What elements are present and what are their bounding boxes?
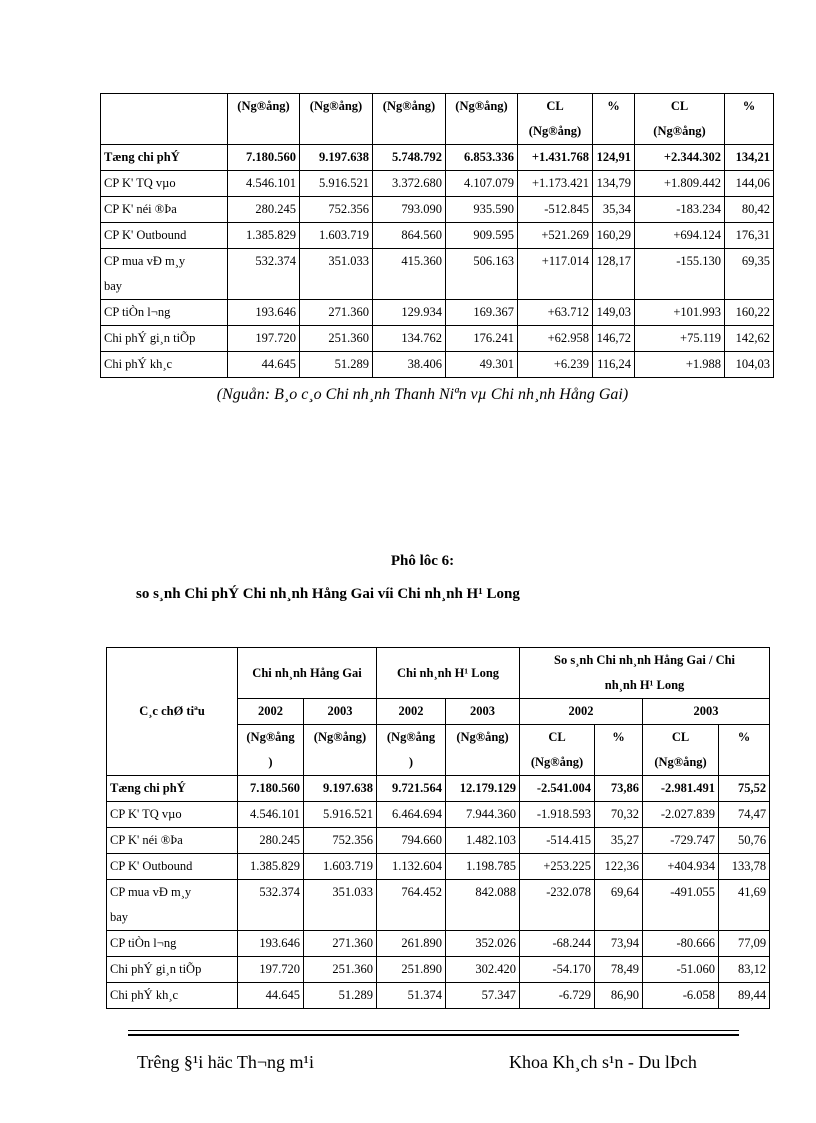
row-label: CP K' néi ®Þa [107, 828, 238, 854]
cell: 4.107.079 [446, 171, 518, 197]
cell: 74,47 [719, 802, 770, 828]
cell: 89,44 [719, 983, 770, 1009]
cell: 51.289 [300, 352, 373, 378]
cell: -183.234 [635, 197, 725, 223]
cell: 104,03 [725, 352, 774, 378]
cell: 35,27 [595, 828, 643, 854]
cell: 4.546.101 [238, 802, 304, 828]
cell: 124,91 [593, 145, 635, 171]
row-label: CP tiÒn l¬ng [101, 300, 228, 326]
cell: 69,64 [595, 880, 643, 931]
cell: 169.367 [446, 300, 518, 326]
row-label-line2: bay [104, 279, 123, 293]
row-label: Chi phÝ gi¸n tiÕp [101, 326, 228, 352]
cell: -512.845 [518, 197, 593, 223]
row-label: Tæng chi phÝ [107, 776, 238, 802]
cell: 261.890 [377, 931, 446, 957]
table-row [101, 249, 774, 300]
cell: 251.360 [304, 957, 377, 983]
cell: 251.890 [377, 957, 446, 983]
cell: 1.482.103 [446, 828, 520, 854]
row-label: CP K' Outbound [107, 854, 238, 880]
cl-label: CL [670, 99, 689, 113]
table-row [107, 931, 770, 957]
cell: 144,06 [725, 171, 774, 197]
table-row [101, 223, 774, 249]
cell: 78,49 [595, 957, 643, 983]
cell: 3.372.680 [373, 171, 446, 197]
header-unit: (Ng®ång) [304, 725, 377, 776]
cl-unit: (Ng®ång) [653, 124, 706, 138]
cell: 69,35 [725, 249, 774, 300]
row-label: CP K' néi ®Þa [101, 197, 228, 223]
cell: +1.173.421 [518, 171, 593, 197]
cell: 197.720 [238, 957, 304, 983]
cell: 1.603.719 [300, 223, 373, 249]
cell: -232.078 [520, 880, 595, 931]
cell: +6.239 [518, 352, 593, 378]
cell: -514.415 [520, 828, 595, 854]
cell: 1.603.719 [304, 854, 377, 880]
table-row [107, 828, 770, 854]
cost-table-hong-gai-thanh-nien [100, 93, 774, 378]
cell: -80.666 [643, 931, 719, 957]
cell: 794.660 [377, 828, 446, 854]
row-label-line2: bay [110, 910, 129, 924]
unit-line2: ) [268, 755, 273, 769]
row-label: Tæng chi phÝ [101, 145, 228, 171]
cell: 134.762 [373, 326, 446, 352]
cell: 909.595 [446, 223, 518, 249]
cell: 352.026 [446, 931, 520, 957]
header-blank-cell [101, 94, 228, 145]
cell: -51.060 [643, 957, 719, 983]
cell: 116,24 [593, 352, 635, 378]
header-cl [643, 725, 719, 776]
cell: 251.360 [300, 326, 373, 352]
cell: 7.180.560 [238, 776, 304, 802]
row-label [101, 249, 228, 300]
header-comparison [520, 648, 770, 699]
comparison-line1: So s¸nh Chi nh¸nh Hång Gai / Chi [554, 653, 736, 667]
header-cl [635, 94, 725, 145]
cell: 9.721.564 [377, 776, 446, 802]
cell: 532.374 [238, 880, 304, 931]
cell: +1.809.442 [635, 171, 725, 197]
cell: 12.179.129 [446, 776, 520, 802]
header-unit: (Ng®ång) [228, 94, 300, 145]
cell: +1.431.768 [518, 145, 593, 171]
cell: 128,17 [593, 249, 635, 300]
cell: 280.245 [228, 197, 300, 223]
cell: 44.645 [228, 352, 300, 378]
row-label: CP K' TQ vµo [107, 802, 238, 828]
table-row [107, 880, 770, 931]
cell: +694.124 [635, 223, 725, 249]
table-row [101, 197, 774, 223]
cell: 35,34 [593, 197, 635, 223]
header-branch-hong-gai: Chi nh¸nh Hång Gai [238, 648, 377, 699]
unit-line2: ) [408, 755, 414, 769]
cell: 280.245 [238, 828, 304, 854]
cell: 133,78 [719, 854, 770, 880]
header-year: 2003 [304, 699, 377, 725]
row-label: Chi phÝ gi¸n tiÕp [107, 957, 238, 983]
header-percent: % [595, 725, 643, 776]
cell: 38.406 [373, 352, 446, 378]
cell: 4.546.101 [228, 171, 300, 197]
cell: 351.033 [300, 249, 373, 300]
cell: 5.916.521 [300, 171, 373, 197]
cell: -6.729 [520, 983, 595, 1009]
header-year: 2002 [520, 699, 643, 725]
header-criteria: C¸c chØ tiªu [107, 648, 238, 776]
footer-faculty: Khoa Kh¸ch s¹n - Du lÞch [509, 1052, 697, 1072]
header-cl [520, 725, 595, 776]
cell: 51.374 [377, 983, 446, 1009]
cell: -54.170 [520, 957, 595, 983]
header-cl [518, 94, 593, 145]
cell: 864.560 [373, 223, 446, 249]
header-percent: % [593, 94, 635, 145]
cell: 73,94 [595, 931, 643, 957]
cell: 7.180.560 [228, 145, 300, 171]
cell: 9.197.638 [300, 145, 373, 171]
cell: 146,72 [593, 326, 635, 352]
header-unit [238, 725, 304, 776]
cell: +2.344.302 [635, 145, 725, 171]
cell: 752.356 [304, 828, 377, 854]
table-row [101, 352, 774, 378]
cell: 1.385.829 [228, 223, 300, 249]
cell: 73,86 [595, 776, 643, 802]
cell: 122,36 [595, 854, 643, 880]
cell: +253.225 [520, 854, 595, 880]
cell: 506.163 [446, 249, 518, 300]
cell: 142,62 [725, 326, 774, 352]
cl-label: CL [548, 730, 566, 744]
table-row-total [101, 145, 774, 171]
cell: 70,32 [595, 802, 643, 828]
cell: 83,12 [719, 957, 770, 983]
table-row [101, 300, 774, 326]
appendix-subtitle: so s¸nh Chi phÝ Chi nh¸nh Hång Gai víi Chi nh¸nh H¹ Long [136, 586, 520, 602]
cell: 793.090 [373, 197, 446, 223]
cell: 6.464.694 [377, 802, 446, 828]
cell: 176.241 [446, 326, 518, 352]
cell: 1.385.829 [238, 854, 304, 880]
comparison-line2: nh¸nh H¹ Long [604, 678, 685, 692]
cell: 271.360 [300, 300, 373, 326]
cell: 57.347 [446, 983, 520, 1009]
header-unit: (Ng®ång) [446, 94, 518, 145]
cell: 5.748.792 [373, 145, 446, 171]
cell: 80,42 [725, 197, 774, 223]
cell: 134,79 [593, 171, 635, 197]
cell: 193.646 [238, 931, 304, 957]
cell: 351.033 [304, 880, 377, 931]
row-label: Chi phÝ kh¸c [101, 352, 228, 378]
cell: 415.360 [373, 249, 446, 300]
cell: 9.197.638 [304, 776, 377, 802]
unit-line1: (Ng®ång [386, 730, 436, 744]
row-label: CP tiÒn l¬ng [107, 931, 238, 957]
cell: 75,52 [719, 776, 770, 802]
cell: 935.590 [446, 197, 518, 223]
cell: 532.374 [228, 249, 300, 300]
table-row [101, 171, 774, 197]
row-label: CP K' Outbound [101, 223, 228, 249]
cell: 6.853.336 [446, 145, 518, 171]
cl-unit: (Ng®ång) [530, 755, 584, 769]
cell: 764.452 [377, 880, 446, 931]
table-row [101, 326, 774, 352]
cell: 160,22 [725, 300, 774, 326]
cell: 77,09 [719, 931, 770, 957]
cl-label: CL [671, 730, 690, 744]
cell: 1.132.604 [377, 854, 446, 880]
header-unit [377, 725, 446, 776]
cell: 160,29 [593, 223, 635, 249]
cl-unit: (Ng®ång) [528, 124, 582, 138]
cell: +117.014 [518, 249, 593, 300]
row-label: CP K' TQ vµo [101, 171, 228, 197]
cell: 1.198.785 [446, 854, 520, 880]
cell: 193.646 [228, 300, 300, 326]
unit-line1: (Ng®ång [246, 730, 295, 744]
header-year: 2002 [238, 699, 304, 725]
header-year: 2003 [643, 699, 770, 725]
header-unit: (Ng®ång) [373, 94, 446, 145]
cell: 7.944.360 [446, 802, 520, 828]
cell: 5.916.521 [304, 802, 377, 828]
table-row-total [107, 776, 770, 802]
cell: +521.269 [518, 223, 593, 249]
header-unit: (Ng®ång) [300, 94, 373, 145]
cell: +62.958 [518, 326, 593, 352]
cell: 129.934 [373, 300, 446, 326]
header-unit: (Ng®ång) [446, 725, 520, 776]
cost-comparison-table [106, 647, 770, 1009]
row-label-line1: CP mua vÐ m¸y [104, 254, 186, 268]
table-header-row [107, 648, 770, 699]
row-label: Chi phÝ kh¸c [107, 983, 238, 1009]
table-row [107, 854, 770, 880]
cell: -491.055 [643, 880, 719, 931]
header-percent: % [719, 725, 770, 776]
cell: 50,76 [719, 828, 770, 854]
cl-label: CL [546, 99, 564, 113]
cell: +404.934 [643, 854, 719, 880]
cell: 842.088 [446, 880, 520, 931]
header-year: 2003 [446, 699, 520, 725]
cell: -2.541.004 [520, 776, 595, 802]
cell: -729.747 [643, 828, 719, 854]
table-row [107, 802, 770, 828]
cell: 302.420 [446, 957, 520, 983]
cell: -2.981.491 [643, 776, 719, 802]
cell: +63.712 [518, 300, 593, 326]
cell: +75.119 [635, 326, 725, 352]
cell: 271.360 [304, 931, 377, 957]
row-label-line1: CP mua vÐ m¸y [110, 885, 192, 899]
header-percent: % [725, 94, 774, 145]
cell: +1.988 [635, 352, 725, 378]
cell: 752.356 [300, 197, 373, 223]
cell: 41,69 [719, 880, 770, 931]
cell: 51.289 [304, 983, 377, 1009]
cell: 49.301 [446, 352, 518, 378]
cell: -155.130 [635, 249, 725, 300]
header-branch-ha-long: Chi nh¸nh H¹ Long [377, 648, 520, 699]
footer-divider [128, 1030, 739, 1031]
table-row [107, 957, 770, 983]
cell: 176,31 [725, 223, 774, 249]
cell: -6.058 [643, 983, 719, 1009]
cl-unit: (Ng®ång) [654, 755, 707, 769]
cell: -68.244 [520, 931, 595, 957]
cell: -2.027.839 [643, 802, 719, 828]
table-row [107, 983, 770, 1009]
header-year: 2002 [377, 699, 446, 725]
appendix-title: Phô lôc 6: [390, 553, 455, 569]
cell: -1.918.593 [520, 802, 595, 828]
footer-university: Trêng §¹i häc Th¬ng m¹i [137, 1052, 314, 1072]
table-header-row [101, 94, 774, 145]
row-label [107, 880, 238, 931]
cell: 197.720 [228, 326, 300, 352]
cell: 134,21 [725, 145, 774, 171]
cell: 86,90 [595, 983, 643, 1009]
cell: 44.645 [238, 983, 304, 1009]
cell: 149,03 [593, 300, 635, 326]
source-note: (Nguån: B¸o c¸o Chi nh¸nh Thanh Niªn vµ Chi nh¸nh Hång Gai) [216, 386, 629, 403]
cell: +101.993 [635, 300, 725, 326]
footer-divider [128, 1034, 739, 1036]
